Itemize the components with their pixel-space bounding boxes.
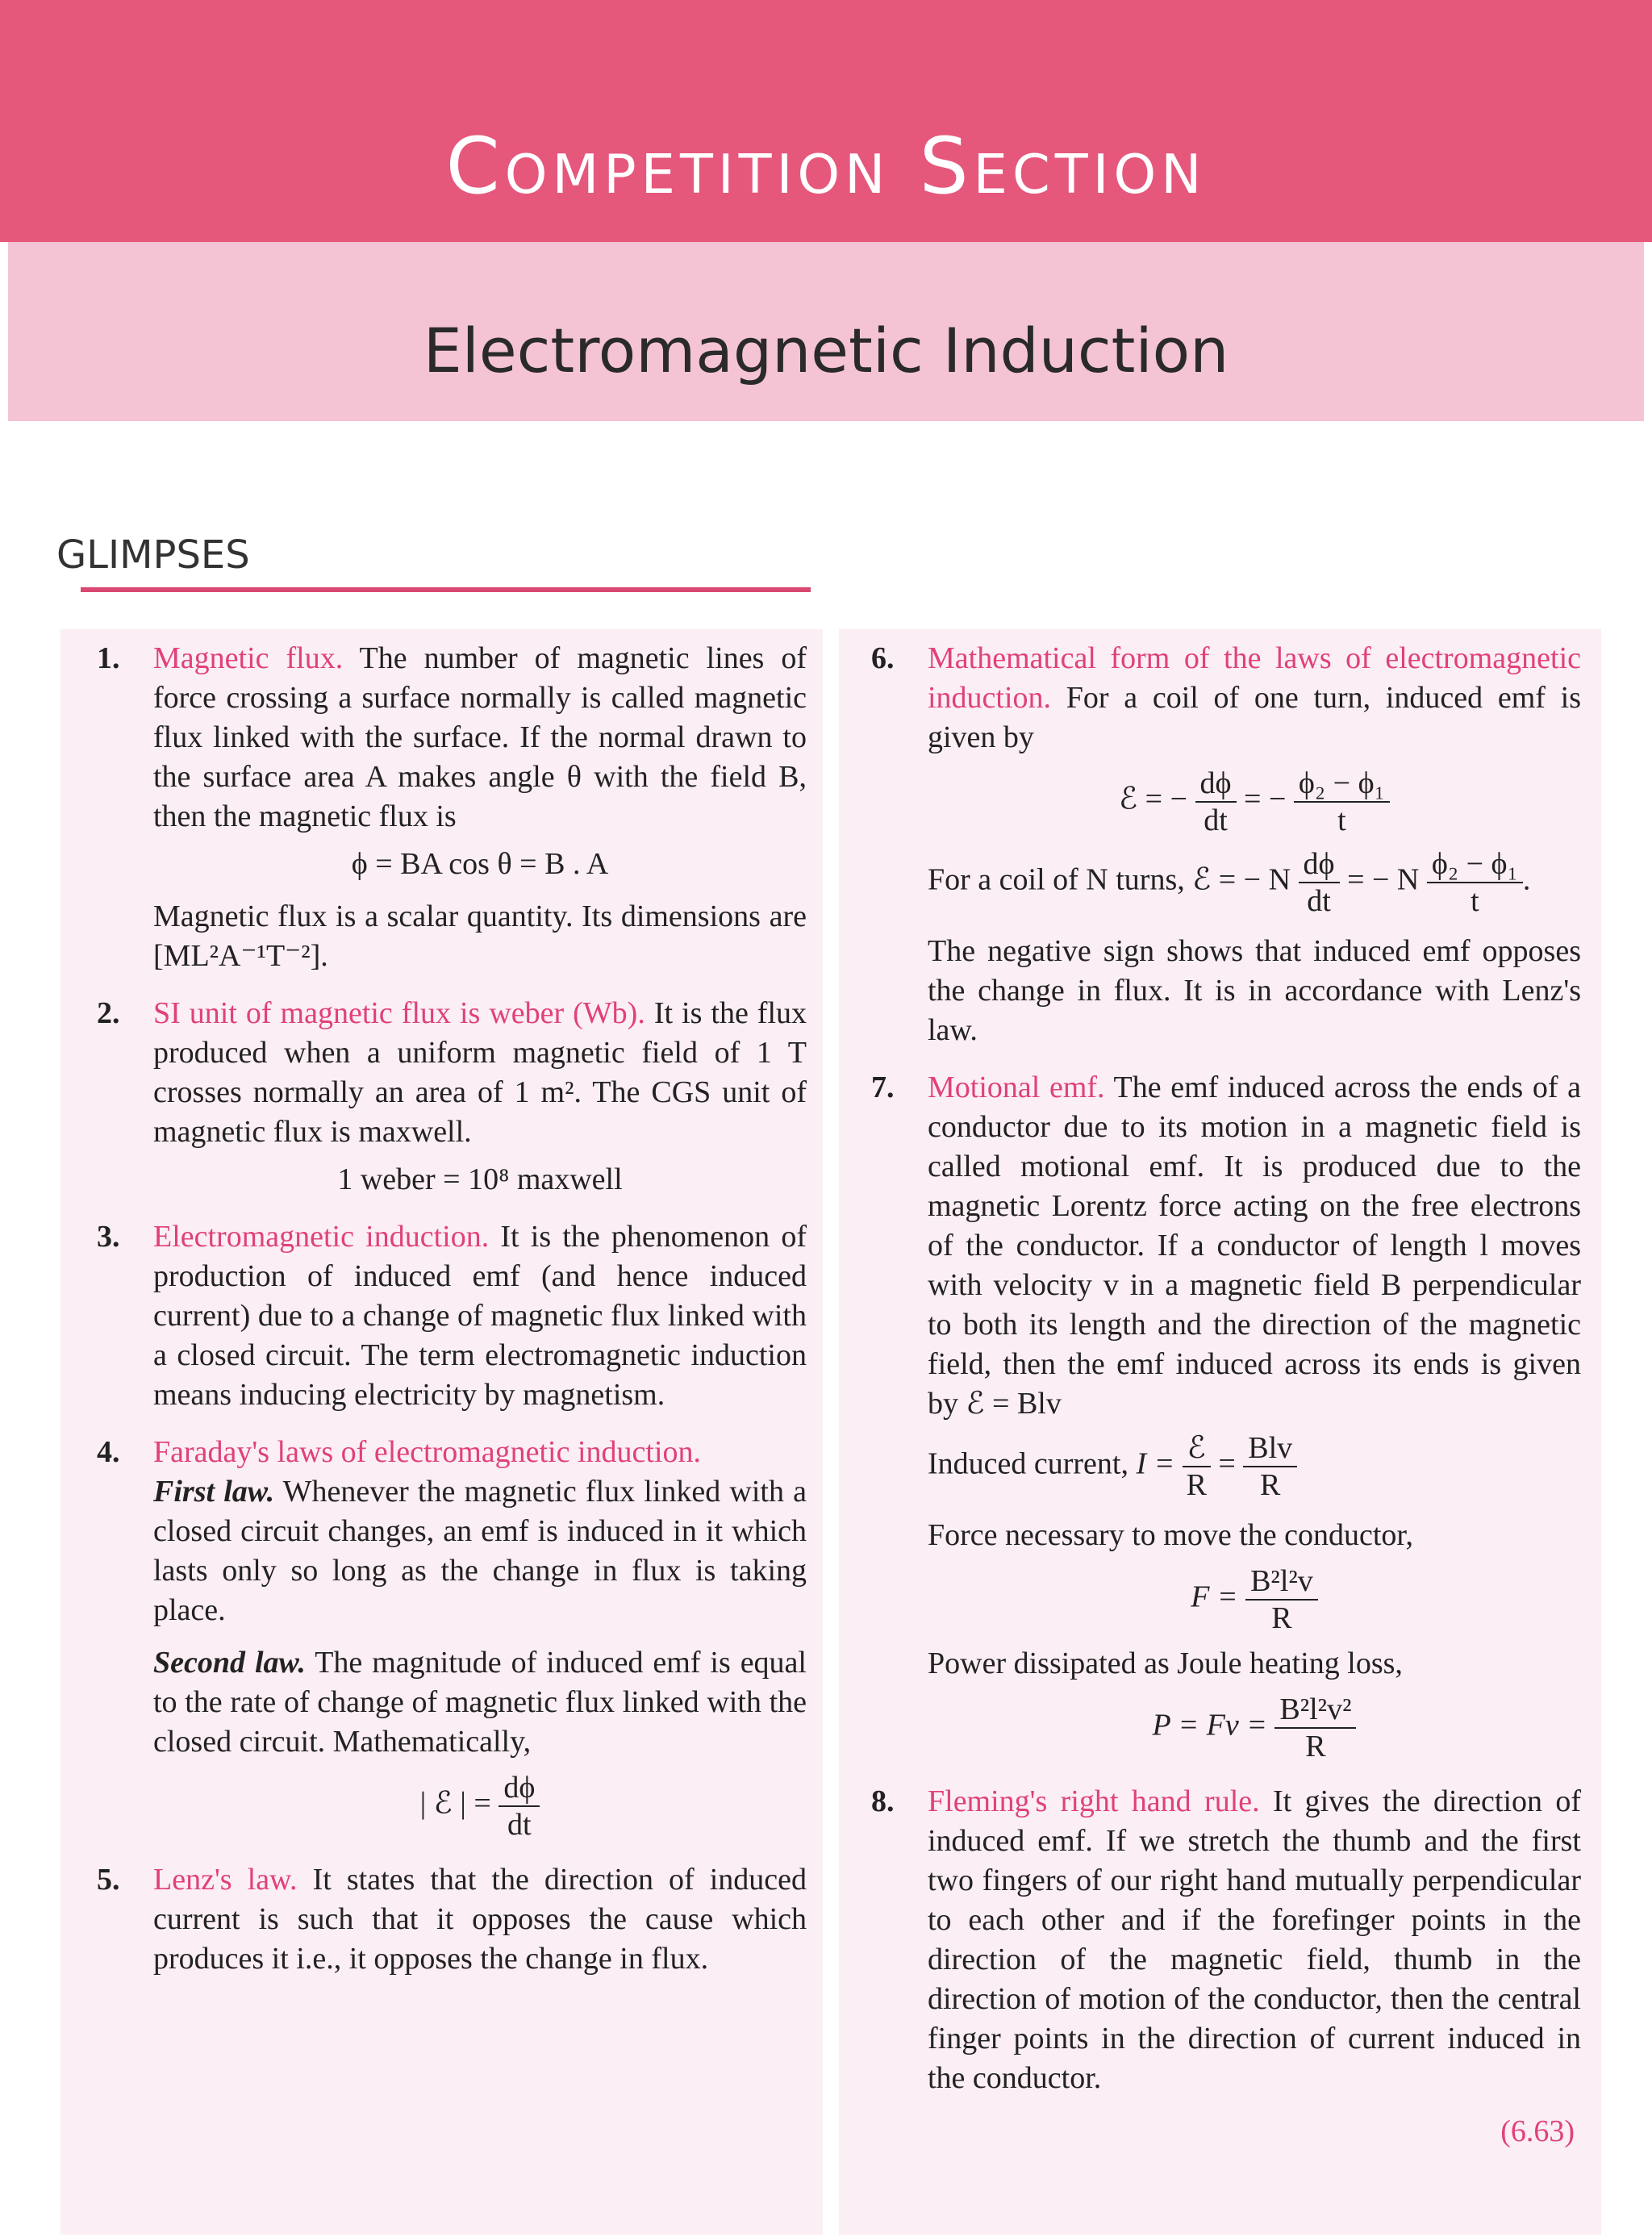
force-text: Force necessary to move the conductor, <box>928 1518 1414 1552</box>
fraction <box>1245 1563 1318 1636</box>
numerator: dϕ <box>1195 766 1237 803</box>
numerator: Blv <box>1243 1430 1297 1467</box>
numerator: dϕ <box>1299 846 1340 883</box>
item-text: It states that the direction of induced current is such that it opposes the cause which produces it i.e., it opposes the change in flux. <box>153 1863 807 1976</box>
denominator: dt <box>1204 803 1228 837</box>
item-text: For a coil of one turn, induced emf is given by <box>928 681 1582 754</box>
denominator: dt <box>507 1808 532 1842</box>
item-heading: Motional emf. <box>928 1071 1105 1104</box>
equation-mid: = − N <box>1347 862 1420 897</box>
glimpse-item-3 <box>97 1217 807 1415</box>
item-text: It is the phenomenon of production of induced emf (and hence induced current) due to a change of magnetic flux linked with a closed circuit. The term electromagnetic induction means inducing electricity by magnetism. <box>153 1220 807 1412</box>
fraction <box>1243 1430 1297 1503</box>
emf-equation-one-turn <box>928 766 1581 838</box>
current-label: Induced current, <box>928 1446 1128 1481</box>
numerator: ℰ <box>1183 1430 1211 1467</box>
item-text-3: The negative sign shows that induced emf opposes the change in flux. It is in accordance with Lenz's law. <box>928 934 1581 1047</box>
first-law-text: Whenever the magnetic flux linked with a closed circuit changes, an emf is induced in it which lasts only so long as the change in flux is taking place. <box>153 1475 807 1627</box>
equation-lhs: | ℰ | = <box>419 1786 491 1821</box>
item-number: 2. <box>97 996 120 1030</box>
equation-lhs: P = Fv = <box>1152 1708 1267 1742</box>
fraction <box>1427 846 1523 919</box>
n-turns-label: For a coil of N turns, <box>928 862 1185 897</box>
glimpse-item-4 <box>97 1433 807 1843</box>
first-law-label: First law. <box>153 1475 275 1509</box>
item-number: 4. <box>97 1435 120 1469</box>
fraction <box>1183 1430 1211 1503</box>
item-heading: Magnetic flux. <box>153 641 344 675</box>
item-heading: Lenz's law. <box>153 1863 298 1897</box>
numerator: B²l²v² <box>1274 1692 1356 1729</box>
item-number: 3. <box>97 1220 120 1254</box>
item-number: 7. <box>871 1071 895 1104</box>
glimpse-item-6 <box>871 639 1581 1050</box>
fraction <box>1294 766 1390 838</box>
right-column <box>871 639 1581 2116</box>
force-equation <box>928 1563 1581 1636</box>
denominator: R <box>1305 1730 1326 1763</box>
numerator: ϕ₂ − ϕ₁ <box>1427 846 1523 883</box>
glimpse-item-2 <box>97 994 807 1200</box>
item-text-2: Magnetic flux is a scalar quantity. Its dimensions are [ML²A⁻¹T⁻²]. <box>153 899 807 973</box>
item-text: It gives the direction of induced emf. If we stretch the thumb and the first two fingers of our right hand mutually perpendicular to each other and if the forefinger points in the direction of the magnetic field, thumb in the direction of motion of the conductor, then the central finger points in the direction of current induced in the conductor. <box>928 1784 1582 2095</box>
item-number: 6. <box>871 641 895 675</box>
fraction <box>1195 766 1237 838</box>
equation-lhs: I = <box>1136 1446 1175 1481</box>
fraction <box>499 1770 540 1843</box>
weber-equation: 1 weber = 10⁸ maxwell <box>337 1162 623 1196</box>
item-text: It is the flux produced when a uniform magnetic field of 1 T crosses normally an area of 1 m². The CGS unit of magnetic flux is maxwell. <box>153 996 807 1149</box>
item-text: The emf induced across the ends of a conductor due to its motion in a magnetic field is called motional emf. It is produced due to the magnetic Lorentz force acting on the free electrons of the conductor. If a conductor of length l moves with velocity v in a magnetic field B perpendicular to both its length and the direction of the magnetic field, then the emf induced across its ends is given by ℰ = Blv <box>928 1071 1581 1421</box>
numerator: dϕ <box>499 1770 540 1807</box>
chapter-title: Electromagnetic Induction <box>423 315 1229 386</box>
item-heading: Electromagnetic induction. <box>153 1220 490 1254</box>
glimpse-item-1 <box>97 639 807 976</box>
glimpse-item-8 <box>871 1782 1581 2098</box>
item-heading: Faraday's laws of electromagnetic induction. <box>153 1435 702 1469</box>
power-text: Power dissipated as Joule heating loss, <box>928 1646 1403 1680</box>
denominator: t <box>1337 803 1346 837</box>
induced-current-equation: Induced current, I = $\frac{\text{ℰ}}{R}$ = $\frac{\text{Blv}}{R}$ <box>928 1430 1581 1503</box>
item-heading: Fleming's right hand rule. <box>928 1784 1260 1818</box>
item-heading: Mathematical form of the laws of electromagnetic induction. <box>928 641 1581 715</box>
left-column <box>97 639 807 1997</box>
power-equation <box>928 1692 1581 1764</box>
denominator: t <box>1471 884 1479 918</box>
equation-mid: = − <box>1244 782 1287 816</box>
item-number: 1. <box>97 641 120 675</box>
denominator: R <box>1186 1468 1207 1502</box>
fraction <box>1274 1692 1356 1764</box>
section-title: Competition Section <box>445 121 1207 211</box>
equation-lhs: ℰ = − N <box>1192 862 1291 897</box>
equation-lhs: F = <box>1191 1580 1238 1614</box>
numerator: ϕ₂ − ϕ₁ <box>1294 766 1390 803</box>
item-heading: SI unit of magnetic flux is weber (Wb). <box>153 996 645 1030</box>
numerator: B²l²v <box>1245 1563 1318 1601</box>
glimpse-item-5 <box>97 1860 807 1979</box>
page-number: (6.63) <box>1500 2114 1575 2148</box>
denominator: dt <box>1307 884 1331 918</box>
glimpse-item-7 <box>871 1068 1581 1764</box>
emf-equation-n-turns: For a coil of N turns, ℰ = − N $\frac{d\phi}{dt}$ = − N $\frac{\text{ϕ₂ − ϕ₁}}{t}$ . <box>928 847 1531 918</box>
second-law-label: Second law. <box>153 1646 306 1680</box>
glimpses-divider <box>81 587 811 592</box>
second-law-text: The magnitude of induced emf is equal to the rate of change of magnetic flux linked with the closed circuit. Mathematically, <box>153 1646 807 1759</box>
glimpses-heading: GLIMPSES <box>56 532 250 578</box>
item-number: 5. <box>97 1863 120 1897</box>
faraday-equation <box>153 1770 807 1843</box>
fraction <box>1299 846 1340 919</box>
item-number: 8. <box>871 1784 895 1818</box>
denominator: R <box>1271 1601 1292 1635</box>
flux-equation: ϕ = BA cos θ = B . A <box>351 847 609 881</box>
item-text: The number of magnetic lines of force crossing a surface normally is called magnetic flux linked with the surface. If the normal drawn to the surface area A makes angle θ with the field B, then the magnetic flux is <box>153 641 807 833</box>
equation-lhs: ℰ = − <box>1119 782 1188 816</box>
denominator: R <box>1260 1468 1281 1502</box>
